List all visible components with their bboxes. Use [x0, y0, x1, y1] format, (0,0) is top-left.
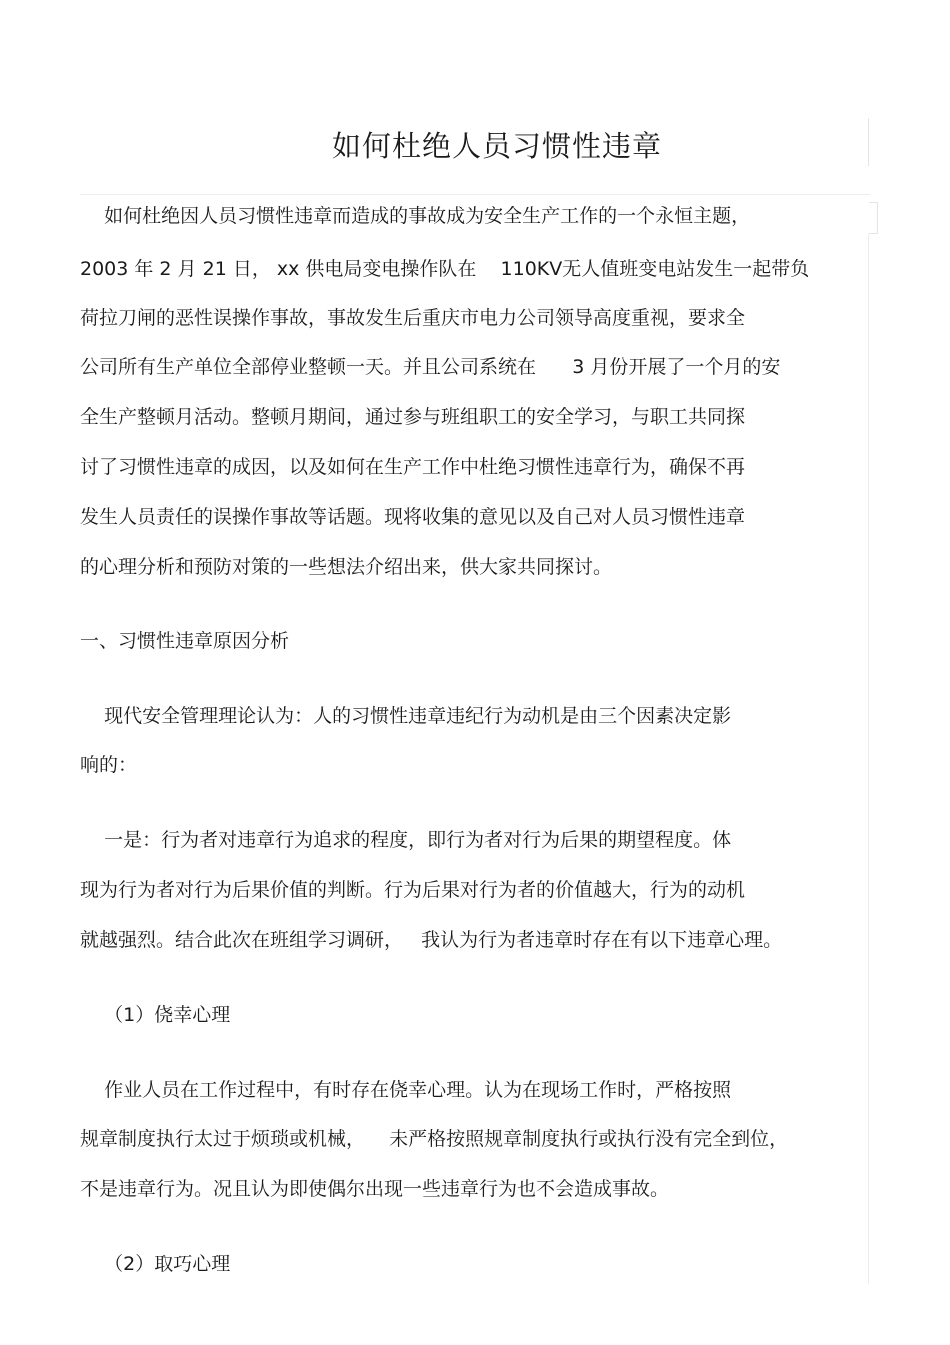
header-rule — [80, 194, 870, 195]
body-line: 现为行为者对行为后果价值的判断。行为后果对行为者的价值越大，行为的动机 — [80, 879, 746, 901]
body-line: 讨了习惯性违章的成因，以及如何在生产工作中杜绝习惯性违章行为，确保不再 — [80, 456, 746, 478]
section-heading: 一、习惯性违章原因分析 — [80, 630, 290, 652]
subsection-heading: （1）侥幸心理 — [80, 1004, 231, 1026]
body-line: 发生人员责任的误操作事故等话题。现将收集的意见以及自己对人员习惯性违章 — [80, 506, 746, 528]
body-line: 不是违章行为。况且认为即使偶尔出现一些违章行为也不会造成事故。 — [80, 1178, 670, 1200]
body-line: 荷拉刀闸的恶性误操作事故，事故发生后重庆市电力公司领导高度重视，要求全 — [80, 307, 746, 329]
body-line: 的心理分析和预防对策的一些想法介绍出来，供大家共同探讨。 — [80, 556, 613, 578]
body-line: 规章制度执行太过于烦琐或机械， 未严格按照规章制度执行或执行没有完全到位， — [80, 1128, 789, 1150]
body-line: 如何杜绝因人员习惯性违章而造成的事故成为安全生产工作的一个永恒主题， — [80, 205, 751, 227]
document-title: 如何杜绝人员习惯性违章 — [331, 129, 662, 163]
margin-bracket — [869, 202, 878, 234]
margin-rule — [868, 234, 869, 1284]
body-line: 作业人员在工作过程中，有时存在侥幸心理。认为在现场工作时，严格按照 — [80, 1079, 732, 1101]
body-line: 现代安全管理理论认为：人的习惯性违章违纪行为动机是由三个因素决定影 — [80, 705, 732, 727]
body-line: 全生产整顿月活动。整顿月期间，通过参与班组职工的安全学习，与职工共同探 — [80, 406, 746, 428]
body-line: 公司所有生产单位全部停业整顿一天。并且公司系统在 3 月份开展了一个月的安 — [80, 356, 781, 378]
subsection-heading: （2）取巧心理 — [80, 1253, 231, 1275]
body-line: 就越强烈。结合此次在班组学习调研， 我认为行为者违章时存在有以下违章心理。 — [80, 929, 783, 951]
body-line: 响的： — [80, 754, 138, 776]
body-line: 2003 年 2 月 21 日， xx 供电局变电操作队在 110KV无人值班变电站发生一起带负 — [80, 258, 810, 280]
body-line: 一是：行为者对违章行为追求的程度，即行为者对行为后果的期望程度。体 — [80, 829, 732, 851]
